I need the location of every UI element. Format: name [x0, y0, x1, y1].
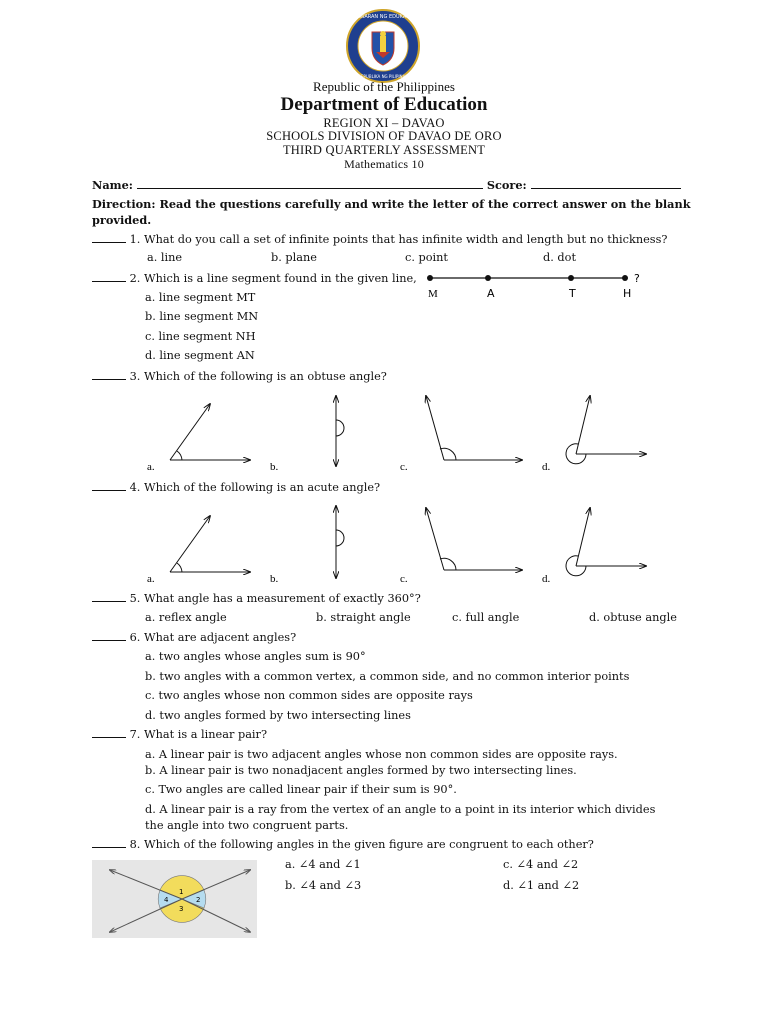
choice-continuation: the angle into two congruent parts.: [145, 819, 349, 832]
deped-seal-logo: [345, 8, 421, 84]
score-blank[interactable]: [531, 179, 681, 189]
question-number: 2.: [129, 272, 141, 285]
label-a: A: [487, 287, 495, 300]
question-text: Which is a line segment found in the given line,: [143, 272, 417, 285]
question-text: What do you call a set of infinite points that has infinite width and length but no thickness?: [143, 233, 668, 246]
choice: d. dot: [543, 251, 576, 264]
question-text: Which of the following is an acute angle?: [143, 481, 381, 494]
angle-c-obtuse: [426, 396, 522, 460]
choice: b. ∠4 and ∠3: [285, 879, 362, 892]
question-5: [92, 592, 421, 605]
choice: d. line segment AN: [145, 349, 255, 362]
choice: a. line segment MT: [145, 291, 256, 304]
question-number: 6.: [129, 631, 141, 644]
angle-d-reflex: [566, 396, 646, 464]
question-4: [92, 481, 380, 494]
choice: a. reflex angle: [145, 611, 227, 624]
choice: b. straight angle: [316, 611, 411, 624]
choice: c. line segment NH: [145, 330, 256, 343]
question-number: 3.: [129, 370, 141, 383]
figure-label-a: a.: [147, 461, 155, 473]
angle-a-acute: [170, 404, 250, 460]
label-t: T: [569, 287, 576, 300]
seal-text-top: KAGAWARAN NG EDUKASYON: [346, 14, 420, 20]
angle-b-straight: [336, 506, 344, 578]
angle-a-acute: [170, 516, 250, 572]
angle-label-2: 2: [196, 896, 201, 904]
point-t: [568, 275, 574, 281]
question-text: What is a linear pair?: [143, 728, 267, 741]
answer-blank-7[interactable]: [92, 728, 126, 738]
label-m: M: [428, 288, 438, 300]
header-department: Department of Education: [280, 94, 488, 115]
answer-blank-6[interactable]: [92, 631, 126, 641]
answer-blank-4[interactable]: [92, 481, 126, 491]
choice: a. A linear pair is two adjacent angles whose non common sides are opposite rays.: [145, 748, 618, 761]
angle-figures-q3: [140, 388, 660, 478]
seal-text-bottom: REPUBLIKA NG PILIPINAS: [358, 74, 408, 79]
score-label: Score:: [486, 178, 527, 192]
header-subject: Mathematics 10: [344, 157, 424, 171]
answer-blank-3[interactable]: [92, 370, 126, 380]
point-a: [485, 275, 491, 281]
name-blank[interactable]: [137, 179, 483, 189]
angle-label-1: 1: [179, 888, 184, 896]
question-3: [92, 370, 387, 383]
header-region: REGION XI – DAVAO: [323, 116, 445, 130]
choice: a. line: [147, 251, 183, 264]
answer-blank-1[interactable]: [92, 233, 126, 243]
answer-blank-2[interactable]: [92, 272, 126, 282]
direction-line-1: Direction: Read the questions carefully and write the letter of the correct answer on the blank: [92, 197, 691, 211]
choice: b. line segment MN: [145, 310, 259, 323]
question-number: 1.: [129, 233, 141, 246]
end-mark: ?: [634, 272, 640, 285]
figure-label-c: c.: [400, 461, 408, 473]
name-label: Name:: [92, 178, 133, 192]
question-number: 5.: [129, 592, 141, 605]
figure-label-b: b.: [270, 461, 279, 473]
figure-label-d: d.: [542, 573, 551, 585]
choice: d. two angles formed by two intersecting lines: [145, 709, 411, 722]
choice: b. two angles with a common vertex, a common side, and no common interior points: [145, 670, 630, 683]
question-1: [92, 233, 667, 246]
figure-label-b: b.: [270, 573, 279, 585]
choice: c. Two angles are called linear pair if their sum is 90°.: [145, 783, 457, 796]
figure-label-d: d.: [542, 461, 551, 473]
label-h: H: [623, 287, 632, 300]
header-republic: Republic of the Philippines: [313, 79, 455, 94]
answer-blank-5[interactable]: [92, 592, 126, 602]
figure-label-c: c.: [400, 573, 408, 585]
point-h: [622, 275, 628, 281]
choice: b. A linear pair is two nonadjacent angles formed by two intersecting lines.: [145, 764, 577, 777]
angle-c-obtuse: [426, 508, 522, 570]
angle-b-straight: [336, 396, 344, 466]
angle-label-4: 4: [164, 896, 169, 904]
point-m: [427, 275, 433, 281]
choice: d. ∠1 and ∠2: [503, 879, 580, 892]
header-assessment: THIRD QUARTERLY ASSESSMENT: [282, 143, 486, 157]
choice: a. ∠4 and ∠1: [285, 858, 361, 871]
question-text: Which of the following angles in the given figure are congruent to each other?: [143, 838, 594, 851]
answer-blank-8[interactable]: [92, 838, 126, 848]
angle-label-3: 3: [179, 905, 184, 913]
direction-line-2: provided.: [92, 213, 152, 227]
choice: c. point: [405, 251, 448, 264]
choice: a. two angles whose angles sum is 90°: [145, 650, 366, 663]
question-text: What angle has a measurement of exactly 360°?: [143, 592, 421, 605]
line-figure: [420, 270, 650, 302]
intersecting-lines-figure: [92, 860, 257, 938]
choice: d. obtuse angle: [589, 611, 677, 624]
question-text: Which of the following is an obtuse angle?: [143, 370, 387, 383]
choice: c. two angles whose non common sides are opposite rays: [145, 689, 473, 702]
name-field-row: [92, 178, 681, 192]
question-8: [92, 838, 594, 851]
question-number: 7.: [129, 728, 141, 741]
choice: c. ∠4 and ∠2: [503, 858, 579, 871]
figure-label-a: a.: [147, 573, 155, 585]
question-number: 8.: [129, 838, 141, 851]
question-6: [92, 631, 296, 644]
choice: c. full angle: [452, 611, 520, 624]
question-7: [92, 728, 267, 741]
question-2: [92, 272, 417, 285]
question-text: What are adjacent angles?: [143, 631, 297, 644]
choice: d. A linear pair is a ray from the vertex of an angle to a point in its interior which divides: [145, 803, 656, 816]
header-division: SCHOOLS DIVISION OF DAVAO DE ORO: [266, 129, 502, 143]
angle-d-reflex: [566, 508, 646, 576]
choice: b. plane: [271, 251, 317, 264]
question-number: 4.: [129, 481, 141, 494]
angle-figures-q4: [140, 498, 660, 590]
